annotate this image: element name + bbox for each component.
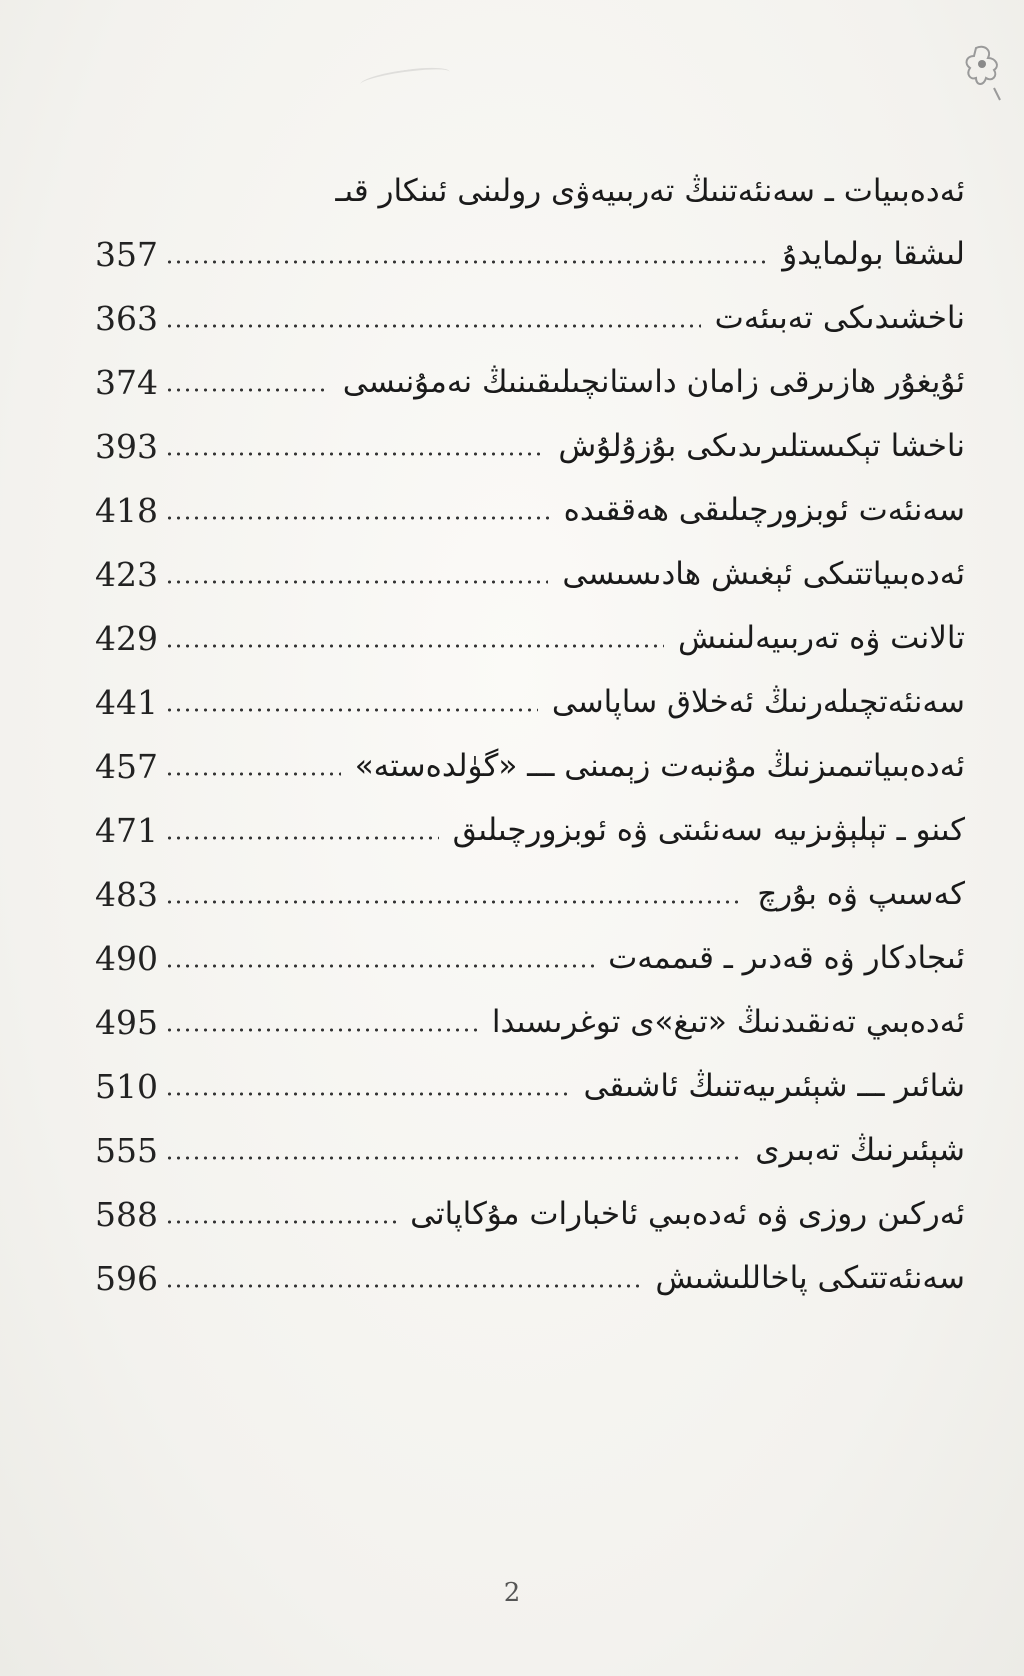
toc-entry	[95, 1182, 965, 1246]
toc-entry	[95, 990, 965, 1054]
dot-leader	[165, 708, 538, 712]
corner-ink-mark-icon	[936, 40, 1006, 110]
dot-leader	[165, 772, 341, 776]
toc-entry	[95, 670, 965, 734]
dot-leader	[165, 388, 329, 392]
toc-continued-line	[95, 160, 965, 222]
toc-entry-title: ناخشا تېكىستلىرىدىكى بۇزۇلۇش	[558, 428, 965, 464]
toc-entry-title: ئۇيغۇر ھازىرقى زامان داستانچىلىقىنىڭ نەمۇنىسى	[342, 364, 965, 400]
toc-entry-page-number: 423	[95, 554, 158, 594]
toc-entry-title: ناخشىدىكى تەبىئەت	[714, 300, 965, 336]
toc-entry	[95, 350, 965, 414]
toc-entry-title: ئەدەبىياتتىكى ئېغىش ھادىسىسى	[562, 556, 965, 592]
toc-entry-page-number: 441	[95, 682, 158, 722]
toc-entry-title: شېئىرنىڭ تەبىرى	[755, 1132, 965, 1168]
toc-entry-page-number: 374	[95, 362, 158, 402]
toc-entry	[95, 798, 965, 862]
toc-entry-page-number: 471	[95, 810, 158, 850]
toc-entry	[95, 862, 965, 926]
toc-entry-page-number: 363	[95, 298, 158, 338]
toc-entry-page-number: 588	[95, 1194, 158, 1234]
toc-entry-title: ئەدەبىي تەنقىدنىڭ «تىغ»ى توغرىسىدا	[491, 1004, 965, 1040]
page-number: 2	[503, 1578, 521, 1608]
toc-entry-page-number: 555	[95, 1130, 158, 1170]
toc-entry	[95, 478, 965, 542]
dot-leader	[165, 900, 743, 904]
dot-leader	[165, 644, 664, 648]
toc-entry-title: ئەدەبىياتىمىزنىڭ مۇنبەت زېمىنى ـــ «گۈلدەستە»	[354, 748, 965, 784]
dot-leader	[165, 260, 768, 264]
toc-entry	[95, 734, 965, 798]
toc-entry	[95, 542, 965, 606]
toc-entry-title: لىشقا بولمايدۇ	[782, 236, 965, 272]
toc-entry-title: تالانت ۋە تەربىيەلىنىش	[678, 620, 965, 656]
dot-leader	[165, 1220, 396, 1224]
dot-leader	[165, 964, 594, 968]
dot-leader	[165, 1156, 741, 1160]
toc-entry-title: سەنئەت ئوبزورچىلىقى ھەققىدە	[563, 492, 965, 528]
toc-entry	[95, 222, 965, 286]
toc-entry-title: ئەركىن روزى ۋە ئەدەبىي ئاخبارات مۇكاپاتى	[410, 1196, 965, 1232]
toc-entry	[95, 414, 965, 478]
toc-entry-title: ئىجادكار ۋە قەدىر ـ قىممەت	[608, 940, 965, 976]
toc-entry-page-number: 596	[95, 1258, 158, 1298]
toc-entry	[95, 1246, 965, 1310]
toc-entry-title: سەنئەتچىلەرنىڭ ئەخلاق ساپاسى	[551, 684, 965, 720]
paper-scuff	[359, 64, 450, 92]
toc-entry	[95, 286, 965, 350]
toc-entry-page-number: 490	[95, 938, 158, 978]
toc-entry-page-number: 393	[95, 426, 158, 466]
toc-entry	[95, 1054, 965, 1118]
dot-leader	[165, 452, 544, 456]
dot-leader	[165, 836, 439, 840]
toc-entry	[95, 926, 965, 990]
toc-entry-page-number: 483	[95, 874, 158, 914]
toc-entry-page-number: 510	[95, 1066, 158, 1106]
toc-entry-page-number: 429	[95, 618, 158, 658]
toc-entry-page-number: 457	[95, 746, 158, 786]
toc-entry-page-number: 495	[95, 1002, 158, 1042]
toc-entry-title: شائىر ـــ شېئىرىيەتنىڭ ئاشىقى	[583, 1068, 965, 1104]
toc-entry-title: كىنو ـ تېلېۋىزىيە سەنئىتى ۋە ئوبزورچىلىق	[452, 812, 965, 848]
toc-entry	[95, 1118, 965, 1182]
toc-entry	[95, 606, 965, 670]
dot-leader	[165, 1092, 570, 1096]
table-of-contents	[95, 160, 965, 1310]
dot-leader	[165, 516, 550, 520]
toc-entry-title: سەنئەتتىكى پاخاللىشىش	[655, 1260, 965, 1296]
toc-entry-title: كەسىپ ۋە بۇرچ	[757, 876, 965, 912]
dot-leader	[165, 580, 548, 584]
toc-entry-page-number: 418	[95, 490, 158, 530]
dot-leader	[165, 1028, 478, 1032]
dot-leader	[165, 1284, 641, 1288]
toc-header-text: ئەدەبىيات ـ سەنئەتنىڭ تەربىيەۋى رولىنى ئىنكار قىـ	[335, 173, 965, 209]
toc-entry-page-number: 357	[95, 234, 158, 274]
dot-leader	[165, 324, 701, 328]
